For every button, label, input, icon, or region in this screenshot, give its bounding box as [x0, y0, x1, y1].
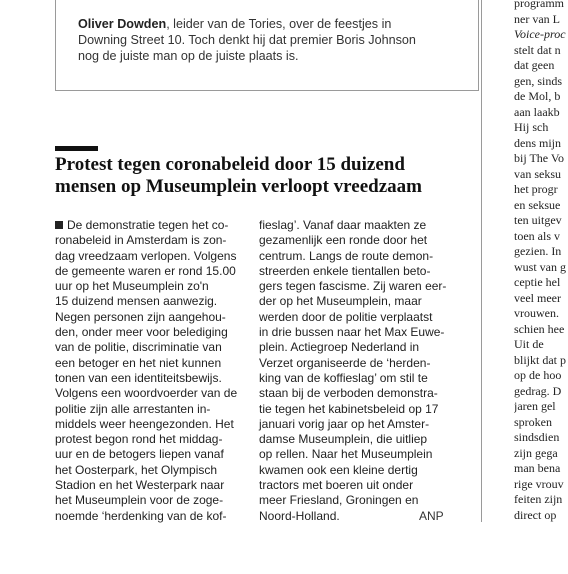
headline-kicker-bar — [55, 146, 98, 151]
adjacent-article-line: ceptie hel — [514, 275, 561, 289]
adjacent-article-line: Uit de — [514, 337, 544, 351]
body-line: werden door de politie verplaatst — [259, 309, 433, 324]
adjacent-article-line: toen als v — [514, 228, 560, 243]
body-line: Verzet organiseerde de ‘herden- — [259, 355, 431, 370]
body-line: De demonstratie tegen het co- — [55, 218, 245, 233]
body-line: politie zijn alle arrestanten in- — [55, 401, 211, 416]
adjacent-article-line: de Mol, b — [514, 89, 561, 103]
body-line: king van de koffieslag’ om stil te — [259, 370, 428, 385]
body-line: den, onder meer voor belediging — [55, 325, 228, 340]
pull-quote — [78, 16, 438, 64]
adjacent-article-line: vrouwen. — [514, 306, 559, 320]
body-line: centrum. Langs de route demon- — [259, 248, 434, 263]
body-line: kwamen ook een kleine dertig — [259, 462, 418, 477]
body-line: uur op het Museumplein zo'n — [55, 279, 209, 294]
body-line: protest begon rond het middag- — [55, 432, 223, 447]
adjacent-article-line: zijn gega — [514, 445, 558, 460]
article-headline — [55, 154, 475, 198]
quote-body: , leider van de Tories, over de feestjes in Downing Street 10. Toch denkt hij dat premier Boris Johnson nog de juiste man op de juiste plaats is. — [78, 17, 416, 63]
body-line: gers tegen fascisme. Zij waren eer- — [259, 279, 447, 294]
body-line: een betoger en het niet kunnen — [55, 355, 222, 370]
body-line: in drie bussen naar het Max Euwe- — [259, 325, 445, 340]
adjacent-article-line: sindsdien — [514, 430, 560, 444]
adjacent-article-line: stelt dat n — [514, 42, 561, 57]
adjacent-article-line: Voice-proc — [514, 27, 566, 41]
article-body-column-2 — [259, 218, 449, 524]
adjacent-article-line: aan laakb — [514, 104, 560, 119]
body-line: middels weer heengezonden. Het — [55, 416, 234, 431]
adjacent-article-line: en seksue — [514, 197, 561, 212]
body-line: plein. Actiegroep Nederland in — [259, 340, 420, 355]
headline-line: Protest tegen coronabeleid door 15 duizend — [55, 154, 405, 175]
article-body-column-1 — [55, 218, 245, 524]
body-line: Volgens een woordvoerder van de — [55, 386, 238, 401]
body-line: van de politie, discriminatie van — [55, 340, 222, 355]
headline-line: mensen op Museumplein verloopt vreedzaam — [55, 176, 422, 197]
adjacent-article-line: gezien. In — [514, 244, 562, 258]
adjacent-article-line: ner van L — [514, 11, 560, 26]
body-line: tractors met boeren uit onder — [259, 478, 414, 493]
adjacent-article-line: gen, sinds — [514, 73, 562, 88]
body-line: meer Friesland, Groningen en — [259, 493, 419, 508]
adjacent-article-line: het progr — [514, 182, 558, 196]
body-line: der op het Museumplein, maar — [259, 294, 422, 309]
column-divider — [481, 0, 482, 522]
news-agency-credit: ANP — [419, 509, 444, 523]
adjacent-article-line: ten uitgev — [514, 213, 562, 227]
adjacent-article-line: gedrag. D — [514, 383, 562, 398]
adjacent-article-line: man bena — [514, 461, 561, 475]
adjacent-article-line: blijkt dat p — [514, 352, 566, 367]
body-line: januari vorig jaar op het Amster- — [259, 416, 430, 431]
body-line: ronabeleid in Amsterdam is zon- — [55, 233, 227, 248]
body-line: 15 duizend mensen aanwezig. — [55, 294, 218, 309]
adjacent-article-line: schien hee — [514, 321, 565, 336]
adjacent-article-line: programm — [514, 0, 564, 10]
body-line: fieslag’. Vanaf daar maakten ze — [259, 218, 427, 232]
body-line: het Oosterpark, het Olympisch — [55, 462, 218, 477]
adjacent-article-line: direct op — [514, 507, 557, 522]
body-line: de gemeente waren er rond 15.00 — [55, 263, 236, 278]
quote-speaker: Oliver Dowden — [78, 17, 167, 31]
body-line: staan bij de verboden demonstra- — [259, 386, 438, 401]
body-line: streerden enkele tientallen beto- — [259, 263, 431, 278]
adjacent-article-line: sproken — [514, 414, 552, 429]
body-line: uur en de betogers liepen vanaf — [55, 447, 224, 462]
adjacent-article-line: jaren gel — [514, 399, 556, 413]
body-line: op rellen. Naar het Museumplein — [259, 447, 433, 462]
adjacent-article-line: op de hoo — [514, 368, 562, 382]
adjacent-article-line: rige vrouv — [514, 476, 564, 491]
adjacent-article-line: wust van g — [514, 259, 566, 274]
body-line: tonen van een identiteitsbewijs. — [55, 370, 222, 385]
adjacent-article-line: feiten zijn — [514, 492, 563, 506]
body-line: dag vreedzaam verlopen. Volgens — [55, 248, 237, 263]
body-line: tie tegen het kabinetsbeleid op 17 — [259, 401, 439, 416]
adjacent-article-line: bij The Vo — [514, 151, 565, 165]
adjacent-article-line: dat geen — [514, 58, 555, 72]
adjacent-article-column — [514, 0, 568, 523]
adjacent-article-line: dens mijn — [514, 135, 561, 150]
body-line: het Museumplein voor de zoge- — [55, 493, 224, 508]
body-line: noemde ‘herdenking van de kof- — [55, 508, 227, 523]
body-line: Negen personen zijn aangehou- — [55, 309, 226, 324]
adjacent-article-line: Hij sch — [514, 120, 549, 134]
adjacent-article-line: van seksu — [514, 166, 561, 181]
body-line: Noord-Holland. — [259, 508, 340, 523]
start-square-icon — [55, 221, 63, 229]
adjacent-article-line: veel meer — [514, 290, 561, 305]
body-line: Stadion en het Westerpark naar — [55, 478, 225, 493]
body-line: damse Museumplein, die uitliep — [259, 432, 428, 447]
body-line: gezamenlijk een ronde door het — [259, 233, 428, 248]
quote-box — [55, 0, 479, 91]
